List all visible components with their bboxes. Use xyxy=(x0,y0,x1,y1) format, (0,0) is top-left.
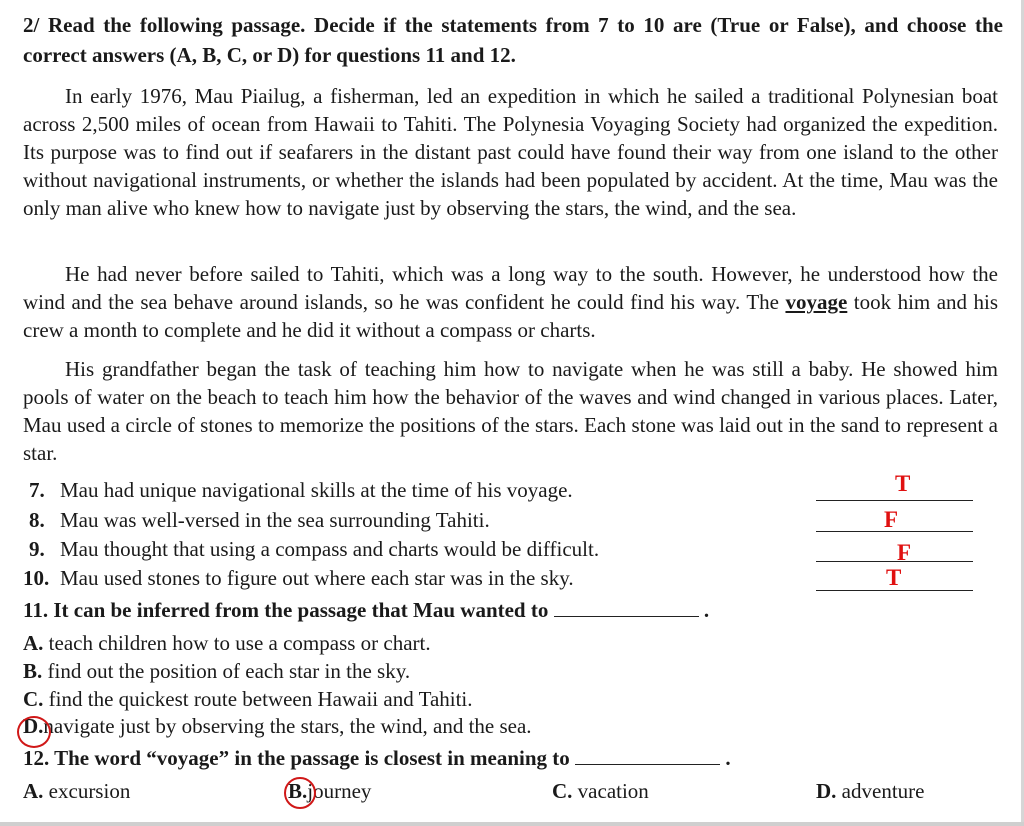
question-11 xyxy=(23,597,709,623)
handwritten-answer-9: F xyxy=(897,540,912,565)
option-letter: B. xyxy=(23,659,43,683)
option-text: find out the position of each star in the sky. xyxy=(47,659,411,683)
option-letter: D. xyxy=(816,779,837,803)
statement-text: Mau thought that using a compass and charts would be difficult. xyxy=(60,537,600,561)
statement-9 xyxy=(29,537,599,561)
paragraph-1-text: In early 1976, Mau Piailug, a fisherman, led an expedition in which he sailed a traditional Polynesian boat across 2,500 miles of ocean from Hawaii to Tahiti. The Polynesia Voyaging Society had organized the expedition. Its purpose was to find out if seafarers in the distant past could have found their way from one island to the other without navigational instruments, or whether the islands had been populated by accident. At the time, Mau was the only man alive who knew how to navigate just by observing the stars, the wind, and the sea. xyxy=(23,84,998,220)
statement-8 xyxy=(29,508,490,532)
handwritten-answer-10: T xyxy=(886,565,902,590)
statement-number: 7. xyxy=(29,478,45,502)
question-11-text: 11. It can be inferred from the passage that Mau wanted to xyxy=(23,598,549,622)
question-11-period: . xyxy=(703,598,710,622)
option-letter: C. xyxy=(23,687,44,711)
option-letter: B. xyxy=(288,779,308,803)
passage-paragraph-2 xyxy=(23,260,998,344)
statement-text: Mau was well-versed in the sea surrounding Tahiti. xyxy=(60,508,490,532)
question-12 xyxy=(23,745,731,771)
statement-number: 10. xyxy=(23,566,50,590)
option-letter: A. xyxy=(23,779,44,803)
option-text: find the quickest route between Hawaii and Tahiti. xyxy=(48,687,473,711)
q12-option-a[interactable] xyxy=(23,778,130,804)
page-bottom-edge xyxy=(0,822,1024,826)
selected-answer-circle-q12 xyxy=(284,777,316,809)
question-12-period: . xyxy=(725,746,731,770)
option-text: journey xyxy=(307,779,372,803)
statement-10 xyxy=(23,566,574,590)
instructions-heading: 2/ Read the following passage. Decide if the statements from 7 to 10 are (True or False), and choose the correct answers (A, B, C, or D) for questions 11 and 12. xyxy=(23,13,1003,67)
option-text: teach children how to use a compass or chart. xyxy=(48,631,431,655)
selected-answer-circle-q11 xyxy=(17,716,51,748)
handwritten-answer-8: F xyxy=(884,507,899,532)
option-letter: A. xyxy=(23,631,44,655)
answer-blank-10[interactable] xyxy=(816,590,973,591)
question-11-blank[interactable] xyxy=(554,598,699,617)
statement-number: 8. xyxy=(29,508,45,532)
answer-blank-9[interactable] xyxy=(816,561,973,562)
paragraph-3-text: His grandfather began the task of teaching him how to navigate when he was still a baby. He showed him pools of water on the beach to teach him how the behavior of the waves and wind changed in various places. Later, Mau used a circle of stones to memorize the positions of the stars. Each stone was laid out in the sand to represent a star. xyxy=(23,357,998,465)
handwritten-answer-7: T xyxy=(895,471,911,496)
answer-blank-7[interactable] xyxy=(816,500,973,501)
paragraph-2-text-start: He had never before sailed to Tahiti, which was a long way to the south. However, he understood how the wind and the sea behave around islands, so he was confident he could find his way. The xyxy=(23,262,998,314)
option-letter: C. xyxy=(552,779,573,803)
question-12-text: 12. The word “voyage” in the passage is closest in meaning to xyxy=(23,746,570,770)
passage-paragraph-3 xyxy=(23,355,998,467)
passage-paragraph-1 xyxy=(23,82,998,222)
statement-text: Mau had unique navigational skills at the time of his voyage. xyxy=(60,478,573,502)
q11-option-d[interactable] xyxy=(23,713,532,739)
option-text: navigate just by observing the stars, the wind, and the sea. xyxy=(43,714,532,738)
option-text: adventure xyxy=(841,779,925,803)
q12-option-d[interactable] xyxy=(816,778,924,804)
option-letter: D. xyxy=(23,714,44,738)
q11-option-a[interactable] xyxy=(23,630,431,656)
statement-text: Mau used stones to figure out where each star was in the sky. xyxy=(60,566,574,590)
question-12-blank[interactable] xyxy=(575,746,720,765)
q12-option-c[interactable] xyxy=(552,778,649,804)
q11-option-b[interactable] xyxy=(23,658,410,684)
statement-number: 9. xyxy=(29,537,45,561)
paragraph-2-text-end: took him and his crew a month to complete and he did it without a compass or charts. xyxy=(23,290,998,342)
option-text: excursion xyxy=(48,779,131,803)
q11-option-c[interactable] xyxy=(23,686,473,712)
option-text: vacation xyxy=(577,779,649,803)
statement-7 xyxy=(29,478,573,502)
voyage-word: voyage xyxy=(785,290,848,314)
